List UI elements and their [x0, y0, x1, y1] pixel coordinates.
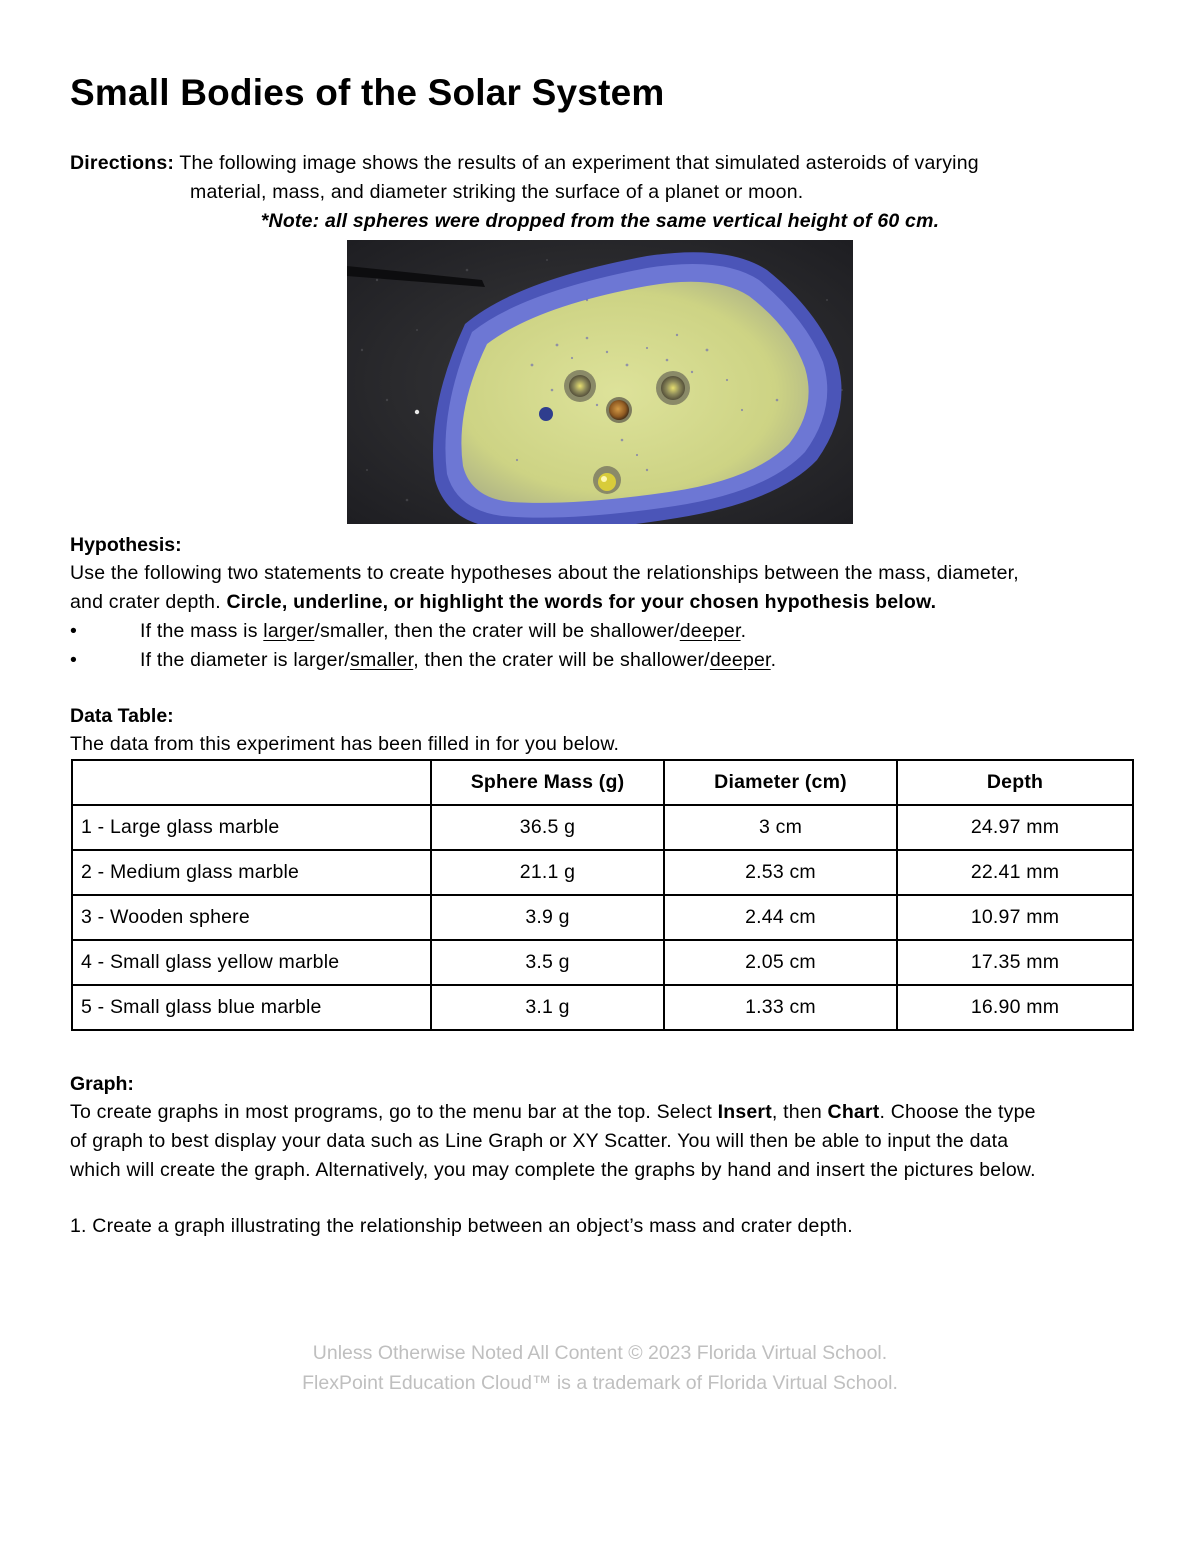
data-table-heading: Data Table:	[70, 705, 174, 727]
table-cell: 2.53 cm	[664, 850, 897, 895]
table-cell: 3 cm	[664, 805, 897, 850]
table-cell: 5 - Small glass blue marble	[72, 985, 431, 1030]
graph-line-2: of graph to best display your data such as Line Graph or XY Scatter. You will then be able to input the data	[70, 1130, 1009, 1152]
table-cell: 2.44 cm	[664, 895, 897, 940]
footer-trademark: FlexPoint Education Cloud™ is a trademark of Florida Virtual School.	[302, 1372, 898, 1394]
table-row	[72, 895, 1133, 940]
hypothesis-instruction: Circle, underline, or highlight the words for your chosen hypothesis below.	[226, 591, 937, 613]
graph-heading: Graph:	[70, 1073, 134, 1095]
graph-task-1: 1. Create a graph illustrating the relationship between an object’s mass and crater depth.	[70, 1215, 853, 1237]
page-title: Small Bodies of the Solar System	[70, 72, 665, 113]
table-cell: 3.9 g	[431, 895, 664, 940]
experiment-photo	[347, 240, 853, 524]
insert-menu-term: Insert	[717, 1101, 772, 1123]
table-row	[72, 850, 1133, 895]
bullet-marker: •	[70, 620, 78, 642]
data-table	[71, 759, 1134, 1031]
table-cell: 3.5 g	[431, 940, 664, 985]
table-row	[72, 940, 1133, 985]
graph-line-3: which will create the graph. Alternatively, you may complete the graphs by hand and insert the pictures below.	[70, 1159, 1036, 1181]
chart-menu-term: Chart	[827, 1101, 880, 1123]
table-cell: 1 - Large glass marble	[72, 805, 431, 850]
hypothesis-line-2: and crater depth.	[70, 591, 227, 613]
table-header-cell	[72, 760, 431, 805]
table-header-cell: Sphere Mass (g)	[431, 760, 664, 805]
table-cell: 1.33 cm	[664, 985, 897, 1030]
hypothesis-text	[70, 559, 1140, 675]
footer	[0, 1338, 1200, 1398]
hypothesis-line-1: Use the following two statements to create hypotheses about the relationships between the mass, diameter,	[70, 562, 1019, 584]
table-cell: 22.41 mm	[897, 850, 1133, 895]
directions	[70, 149, 1130, 207]
table-header-row	[72, 760, 1133, 805]
table-cell: 36.5 g	[431, 805, 664, 850]
table-row	[72, 805, 1133, 850]
note: *Note: all spheres were dropped from the same vertical height of 60 cm.	[260, 210, 940, 232]
table-cell: 4 - Small glass yellow marble	[72, 940, 431, 985]
graph-instructions: To create graphs in most programs, go to the menu bar at the top. Select Insert, then Chart. Choose the type of graph to best display your data such as Line Graph or XY Scatter. You will then be able to input the data which will create the graph. Alternatively, you may complete the graphs by hand and insert the pictures below.	[70, 1098, 1150, 1185]
directions-label: Directions:	[70, 152, 175, 174]
table-cell: 17.35 mm	[897, 940, 1133, 985]
table-cell: 21.1 g	[431, 850, 664, 895]
hypothesis-heading: Hypothesis:	[70, 534, 182, 556]
table-cell: 10.97 mm	[897, 895, 1133, 940]
table-cell: 3.1 g	[431, 985, 664, 1030]
table-header-cell: Diameter (cm)	[664, 760, 897, 805]
footer-copyright: Unless Otherwise Noted All Content © 2023 Florida Virtual School.	[312, 1342, 888, 1364]
hypothesis-bullet-2: • If the diameter is larger/smaller, then the crater will be shallower/deeper.	[70, 646, 1140, 675]
table-row	[72, 985, 1133, 1030]
directions-text-2: material, mass, and diameter striking the surface of a planet or moon.	[190, 181, 804, 203]
table-cell: 2.05 cm	[664, 940, 897, 985]
table-header-cell: Depth	[897, 760, 1133, 805]
table-cell: 24.97 mm	[897, 805, 1133, 850]
bullet-marker: •	[70, 649, 78, 671]
table-cell: 2 - Medium glass marble	[72, 850, 431, 895]
table-cell: 3 - Wooden sphere	[72, 895, 431, 940]
directions-text-1: The following image shows the results of an experiment that simulated asteroids of varying	[174, 152, 979, 174]
hypothesis-bullet-1: • If the mass is larger/smaller, then the crater will be shallower/deeper.	[70, 617, 1140, 646]
data-table-intro: The data from this experiment has been filled in for you below.	[70, 733, 620, 755]
table-cell: 16.90 mm	[897, 985, 1133, 1030]
